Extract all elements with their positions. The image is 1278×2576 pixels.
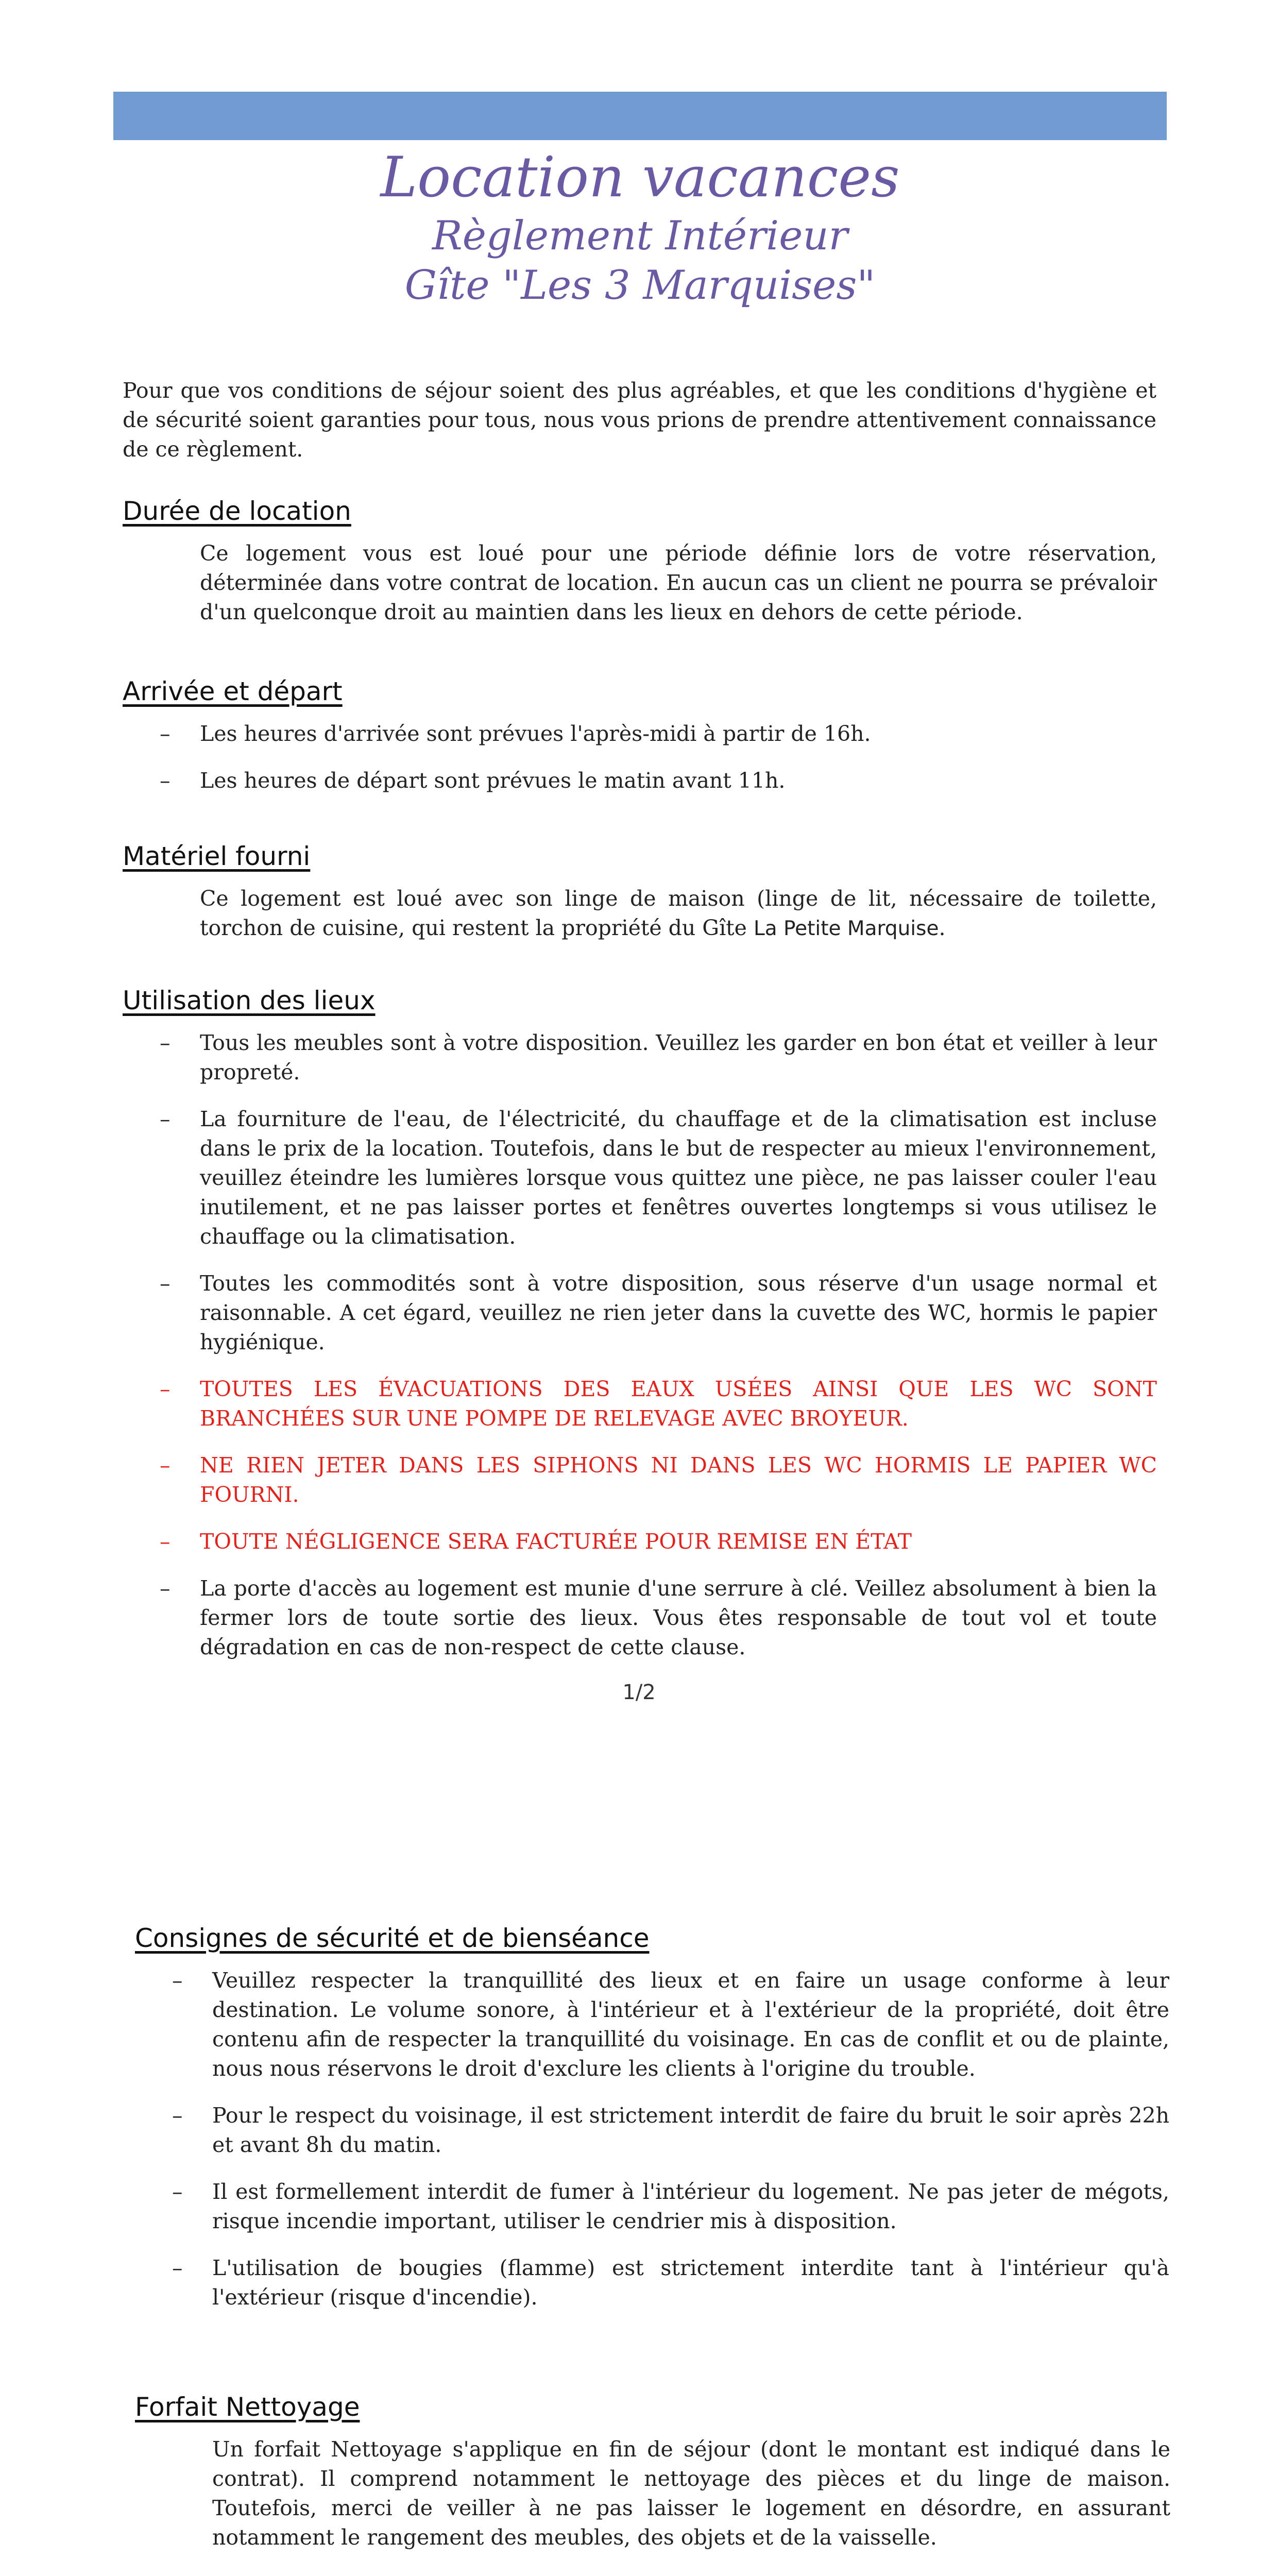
bullet-dash: – xyxy=(160,721,171,746)
bullet-dash: – xyxy=(172,2103,183,2128)
page-2 xyxy=(0,1752,1278,2576)
section-heading: Matériel fourni xyxy=(123,841,311,871)
bullet-dash: – xyxy=(160,1453,171,1478)
bullet-dash: – xyxy=(160,1271,171,1296)
section-heading: Utilisation des lieux xyxy=(123,986,376,1015)
section-heading: Consignes de sécurité et de bienséance xyxy=(135,1923,650,1953)
intro-paragraph: Pour que vos conditions de séjour soient des plus agréables, et que les conditions d'hygiène et de sécurité soient garanties pour tous, nous vous prions de prendre attentivement connaissance de ce règlement. xyxy=(123,378,1156,462)
warning-item: – TOUTE NÉGLIGENCE SERA FACTURÉE POUR REMISE EN ÉTAT xyxy=(200,1527,1157,1556)
section-text: Ce logement vous est loué pour une période définie lors de votre réservation, déterminée dans votre contrat de location. En aucun cas un client ne pourra se prévaloir d'un quelconque droit au maintien dans les lieux en dehors de cette période. xyxy=(200,541,1157,624)
document-subtitle: Règlement Intérieur xyxy=(432,213,848,259)
property-name: Gîte "Les 3 Marquises" xyxy=(404,262,876,309)
list-item: – La fourniture de l'eau, de l'électricité, du chauffage et de la climatisation est incluse dans le prix de la location. Toutefois, dans le but de respecter au mieux l'environnement, veuillez éteindre les lumières lorsque vous quittez une pièce, ne pas laisser couler l'eau inutilement, et ne pas laisser portes et fenêtres ouvertes longtemps si vous utilisez le chauffage ou la climatisation. xyxy=(200,1105,1157,1251)
section-nettoyage xyxy=(135,2391,1186,2573)
bullet-dash: – xyxy=(172,2256,183,2280)
bullet-dash: – xyxy=(172,1968,183,1993)
brand-name: La Petite Marquise xyxy=(753,917,939,940)
section-heading: Arrivée et départ xyxy=(123,676,343,706)
section-text: Ce logement est loué avec son linge de maison (linge de lit, nécessaire de toilette, torchon de cuisine, qui restent la propriété du Gîte La Petite Marquise. xyxy=(200,886,1157,940)
section-utilisation xyxy=(123,984,1173,1680)
bullet-dash: – xyxy=(160,1030,171,1055)
section-securite xyxy=(135,1922,1186,2330)
section-heading: Durée de location xyxy=(123,496,351,526)
list-item: – Pour le respect du voisinage, il est strictement interdit de faire du bruit le soir après 22h et avant 8h du matin. xyxy=(212,2101,1169,2160)
list-item: – Il est formellement interdit de fumer à l'intérieur du logement. Ne pas jeter de mégots, risque incendie important, utiliser le cendrier mis à disposition. xyxy=(212,2177,1169,2236)
bullet-dash: – xyxy=(160,1377,171,1401)
bullet-dash: – xyxy=(160,1529,171,1554)
list-item: – L'utilisation de bougies (flamme) est strictement interdite tant à l'intérieur qu'à l'extérieur (risque d'incendie). xyxy=(212,2253,1169,2312)
warning-item: – TOUTES LES ÉVACUATIONS DES EAUX USÉES AINSI QUE LES WC SONT BRANCHÉES SUR UNE POMPE DE RELEVAGE AVEC BROYEUR. xyxy=(200,1375,1157,1433)
document-title: Location vacances xyxy=(380,145,900,210)
warning-item: – NE RIEN JETER DANS LES SIPHONS NI DANS LES WC HORMIS LE PAPIER WC FOURNI. xyxy=(200,1451,1157,1510)
section-arrivee xyxy=(123,675,1173,813)
title-block xyxy=(113,144,1167,310)
list-item: – Veuillez respecter la tranquillité des lieux et en faire un usage conforme à leur destination. Le volume sonore, à l'intérieur et à l'extérieur de la propriété, doit être contenu afin de respecter la tranquillité du voisinage. En cas de conflit et ou de plainte, nous nous réservons le droit d'exclure les clients à l'origine du trouble. xyxy=(212,1966,1169,2083)
list-item: – Tous les meubles sont à votre disposition. Veuillez les garder en bon état et veiller à leur propreté. xyxy=(200,1028,1157,1087)
section-materiel xyxy=(123,840,1173,964)
page-number: 1/2 xyxy=(622,1681,656,1704)
list-item: – Les heures d'arrivée sont prévues l'après-midi à partir de 16h. xyxy=(200,719,1157,749)
section-text: Un forfait Nettoyage s'applique en fin de séjour (dont le montant est indiqué dans le contrat). Il comprend notamment le nettoyage des pièces et du linge de maison. Toutefois, merci de veiller à ne pas laisser le logement en désordre, en assurant notamment le rangement des meubles, des objets et de la vaisselle. xyxy=(212,2437,1170,2550)
header-banner xyxy=(113,92,1167,140)
list-item: – Toutes les commodités sont à votre disposition, sous réserve d'un usage normal et raisonnable. A cet égard, veuillez ne rien jeter dans la cuvette des WC, hormis le papier hygiénique. xyxy=(200,1269,1157,1357)
bullet-dash: – xyxy=(160,768,171,793)
bullet-dash: – xyxy=(160,1107,171,1131)
section-duree xyxy=(123,495,1173,648)
list-item: – La porte d'accès au logement est munie d'une serrure à clé. Veillez absolument à bien la fermer lors de toute sortie des lieux. Vous êtes responsable de tout vol et toute dégradation en cas de non-respect de cette clause. xyxy=(200,1574,1157,1662)
bullet-dash: – xyxy=(160,1576,171,1601)
list-item: – Les heures de départ sont prévues le matin avant 11h. xyxy=(200,766,1157,795)
section-heading: Forfait Nettoyage xyxy=(135,2392,360,2422)
bullet-dash: – xyxy=(172,2179,183,2204)
